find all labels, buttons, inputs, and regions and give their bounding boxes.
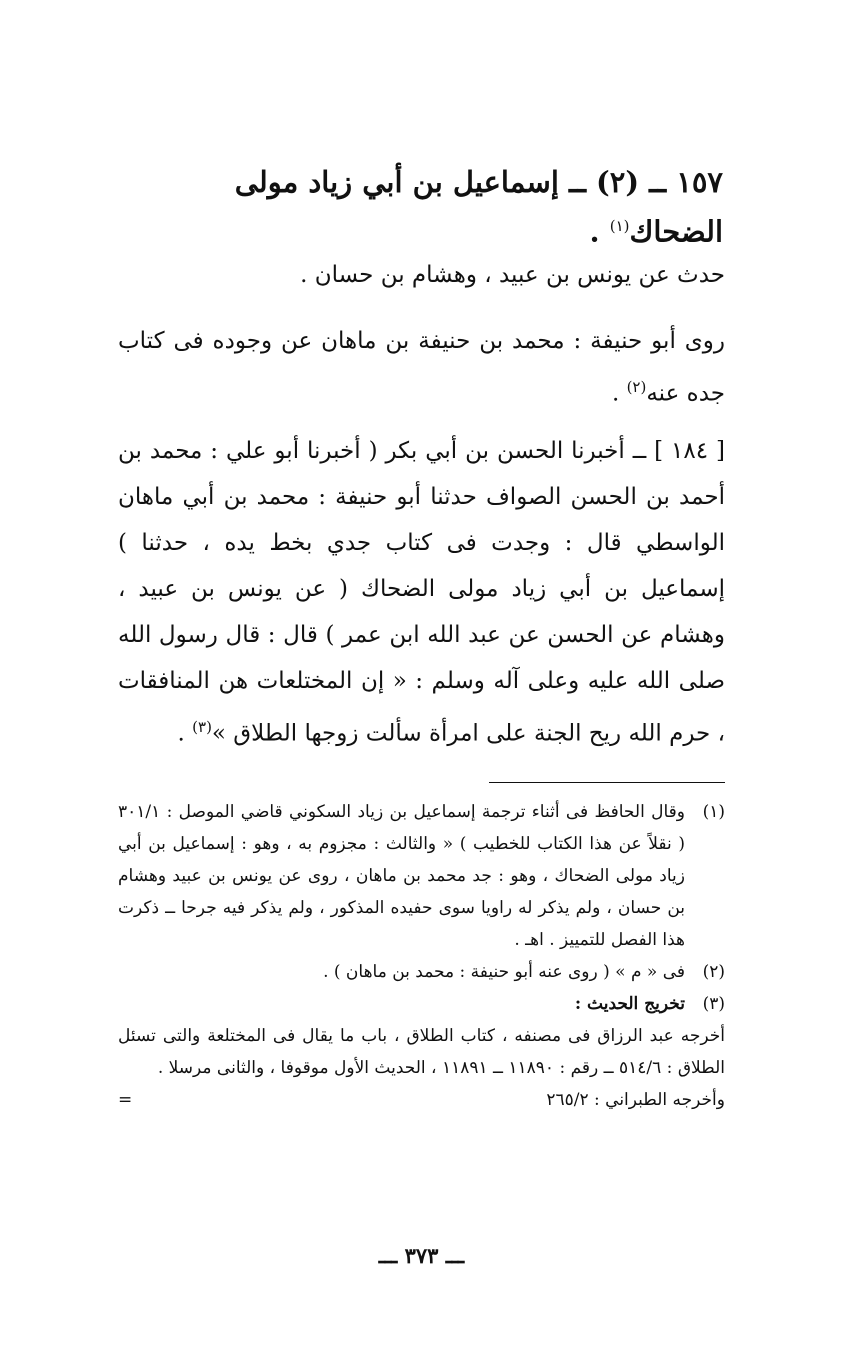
paragraph-2-text: روى أبو حنيفة : محمد بن حنيفة بن ماهان عن وجوده فى كتاب جده عنه [118, 328, 725, 407]
footnote-3-last-text: وأخرجه الطبراني : ٢٦٥/٢ [546, 1090, 725, 1110]
paragraph-narrated-from [118, 252, 725, 298]
footnote-ref-3: (٣) [192, 718, 212, 736]
paragraph-hadith [118, 428, 725, 757]
paragraph-3-text: [ ١٨٤ ] ــ أخبرنا الحسن بن أبي بكر ( أخبرنا أبو علي : محمد بن أحمد بن الحسن الصواف حدثنا أبو حنيفة : محمد بن أبي ماهان الواسطي قال : وجدت فى كتاب جدي بخط يده ، حدثنا ) إسماعيل بن أبي زياد مولى الضحاك ( عن يونس بن عبيد ، وهشام عن الحسن عن عبد الله ابن عمر ) قال : قال رسول الله صلى الله عليه وعلى آله وسلم : « إن المختلعات هن المنافقات ، حرم الله ريح الجنة على امرأة سألت زوجها الطلاق » [118, 438, 725, 747]
footnote-1-number: (١) [702, 802, 725, 822]
heading-tail: . [589, 214, 610, 249]
entry-heading [120, 160, 723, 254]
footnotes-section [118, 796, 725, 1116]
continuation-mark: = [118, 1090, 133, 1110]
entry-heading-text: ١٥٧ ــ (٢) ــ إسماعيل بن أبي زياد مولى الضحاك [234, 165, 723, 249]
footnote-3 [118, 988, 725, 1020]
footnote-2-number: (٢) [702, 962, 725, 982]
footnote-3-number: (٣) [702, 994, 725, 1014]
paragraph-2-tail: . [611, 380, 627, 407]
footnote-ref-2: (٢) [626, 378, 647, 396]
footnote-3-text: أخرجه عبد الرزاق فى مصنفه ، كتاب الطلاق ، باب ما يقال فى المختلعة والتى تسئل الطلاق : ٥١٤/٦ ــ رقم : ١١٨٩٠ ــ ١١٨٩١ ، الحديث الأول موقوفا ، والثانى مرسلا . [118, 1026, 725, 1078]
footnote-2 [118, 956, 725, 988]
paragraph-3-tail: . [177, 720, 193, 747]
footnote-1-text: وقال الحافظ فى أثناء ترجمة إسماعيل بن زياد السكوني قاضي الموصل : ٣٠١/١ ( نقلاً عن هذا الكتاب للخطيب ) « والثالث : مجزوم به ، وهو : إسماعيل بن أبي زياد مولى الضحاك ، وهو : جد محمد بن ماهان ، روى عن يونس بن عبيد وهشام بن حسان ، ولم يذكر له راويا سوى حفيده المذكور ، ولم يذكر فيه جرحا ــ ذكرت هذا الفصل للتمييز . اهـ . [118, 802, 685, 950]
footnote-3-title: تخريج الحديث : [574, 994, 685, 1014]
page-number: ـــ ٣٧٣ ـــ [378, 1243, 465, 1268]
footnote-ref-1: (١) [609, 217, 630, 235]
footnote-1 [118, 796, 725, 956]
footnote-divider [489, 782, 725, 783]
paragraph-1-text: حدث عن يونس بن عبيد ، وهشام بن حسان . [300, 262, 725, 288]
paragraph-narrators [118, 318, 725, 417]
footnote-3-last-line [118, 1084, 725, 1116]
footnote-2-text: فى « م » ( روى عنه أبو حنيفة : محمد بن ماهان ) . [323, 962, 685, 982]
